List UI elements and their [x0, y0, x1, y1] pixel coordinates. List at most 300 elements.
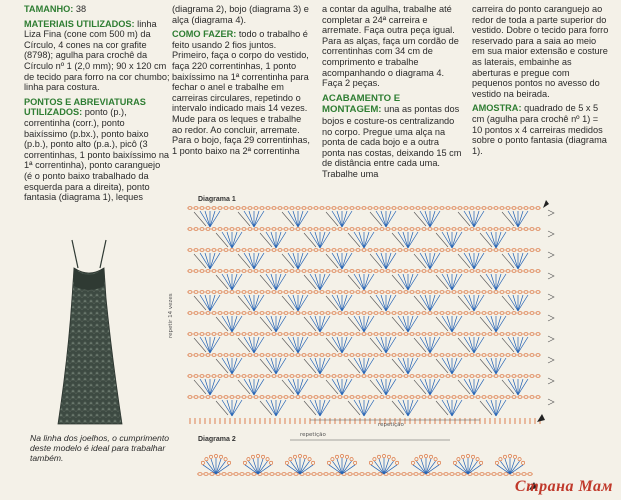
treble-stitch-symbol — [430, 295, 440, 311]
chain-stitch-symbol — [440, 333, 444, 336]
picot-symbol — [293, 455, 296, 458]
treble-stitch-symbol — [249, 253, 254, 269]
chain-stitch-symbol — [464, 354, 468, 357]
chain-arc-symbol — [194, 338, 206, 352]
treble-stitch-symbol — [447, 232, 452, 248]
chain-stitch-symbol — [350, 312, 354, 315]
treble-stitch-symbol — [210, 295, 215, 311]
chain-stitch-symbol — [336, 473, 340, 476]
chain-arc-symbol — [238, 338, 250, 352]
chain-stitch-symbol — [284, 249, 288, 252]
chain-stitch-symbol — [254, 207, 258, 210]
chain-stitch-symbol — [290, 333, 294, 336]
chain-stitch-symbol — [386, 312, 390, 315]
chain-stitch-symbol — [374, 291, 378, 294]
chain-stitch-symbol — [524, 354, 528, 357]
treble-stitch-symbol — [271, 316, 276, 332]
fan-treble-symbol — [337, 459, 342, 474]
treble-stitch-symbol — [452, 400, 457, 416]
chain-stitch-symbol — [212, 249, 216, 252]
chain-stitch-symbol — [464, 375, 468, 378]
chain-stitch-symbol — [332, 249, 336, 252]
materials-text: linha Liza Fina (cone com 500 m) da Círculo, 4 cones na cor grafite (8798); agulha para crochê da Círculo nº 1 (2,0 mm); 90 x 120 cm de tecido para forro na cor chumbo; linha para costura. — [24, 18, 170, 93]
chain-stitch-symbol — [266, 270, 270, 273]
chain-stitch-symbol — [410, 228, 414, 231]
chain-stitch-symbol — [210, 473, 214, 476]
chain-stitch-symbol — [522, 473, 526, 476]
column-3 — [322, 4, 462, 184]
chain-arc-symbol — [436, 317, 448, 331]
chain-stitch-symbol — [392, 249, 396, 252]
treble-stitch-symbol — [342, 337, 352, 353]
chain-stitch-symbol — [194, 354, 198, 357]
chain-stitch-symbol — [200, 354, 204, 357]
fan-treble-symbol — [510, 459, 515, 474]
picot-symbol — [438, 461, 441, 464]
picot-symbol — [285, 461, 288, 464]
chain-arc-symbol — [480, 275, 492, 289]
chain-stitch-symbol — [422, 207, 426, 210]
treble-stitch-symbol — [364, 358, 374, 374]
treble-stitch-symbol — [342, 379, 347, 395]
treble-stitch-symbol — [408, 400, 413, 416]
chain-stitch-symbol — [368, 207, 372, 210]
chain-stitch-symbol — [296, 333, 300, 336]
treble-stitch-symbol — [425, 379, 430, 395]
diagram-2-repeat-label: repetição — [300, 432, 326, 438]
chain-stitch-symbol — [272, 396, 276, 399]
picot-symbol — [312, 461, 315, 464]
chain-stitch-symbol — [224, 312, 228, 315]
chain-arc-symbol — [436, 359, 448, 373]
chain-stitch-symbol — [350, 354, 354, 357]
picot-symbol — [350, 458, 353, 461]
chain-stitch-symbol — [392, 207, 396, 210]
chain-stitch-symbol — [452, 354, 456, 357]
chain-stitch-symbol — [410, 270, 414, 273]
treble-stitch-symbol — [496, 358, 506, 374]
chain-stitch-symbol — [242, 270, 246, 273]
chain-stitch-symbol — [494, 354, 498, 357]
picot-symbol — [513, 455, 516, 458]
chain-stitch-symbol — [224, 354, 228, 357]
chain-stitch-symbol — [242, 375, 246, 378]
chain-stitch-symbol — [416, 291, 420, 294]
chain-stitch-symbol — [488, 312, 492, 315]
chain-stitch-symbol — [218, 249, 222, 252]
fan-treble-symbol — [332, 461, 342, 474]
chain-stitch-symbol — [530, 312, 534, 315]
chain-stitch-symbol — [194, 228, 198, 231]
treble-stitch-symbol — [447, 316, 452, 332]
chain-stitch-symbol — [434, 396, 438, 399]
picot-symbol — [340, 454, 343, 457]
chain-stitch-symbol — [248, 333, 252, 336]
chain-stitch-symbol — [332, 375, 336, 378]
chain-stitch-symbol — [254, 291, 258, 294]
chain-stitch-symbol — [326, 249, 330, 252]
fan-treble-symbol — [505, 459, 510, 474]
chain-stitch-symbol — [320, 375, 324, 378]
picot-symbol — [247, 458, 250, 461]
chain-stitch-symbol — [494, 207, 498, 210]
treble-stitch-symbol — [518, 379, 523, 395]
chain-arc-symbol — [304, 275, 316, 289]
chain-stitch-symbol — [470, 228, 474, 231]
chain-arc-symbol — [282, 380, 294, 394]
chain-stitch-symbol — [276, 473, 280, 476]
treble-stitch-symbol — [276, 274, 286, 290]
chain-stitch-symbol — [314, 396, 318, 399]
chain-stitch-symbol — [260, 396, 264, 399]
chain-stitch-symbol — [536, 291, 540, 294]
chain-stitch-symbol — [296, 228, 300, 231]
fan-treble-symbol — [290, 461, 300, 474]
chain-arc-symbol — [326, 254, 338, 268]
chain-stitch-symbol — [476, 207, 480, 210]
chain-stitch-symbol — [242, 291, 246, 294]
chain-stitch-symbol — [464, 228, 468, 231]
chain-stitch-symbol — [206, 396, 210, 399]
treble-stitch-symbol — [210, 253, 215, 269]
chain-stitch-symbol — [290, 249, 294, 252]
chain-arc-symbol — [370, 212, 382, 226]
picot-symbol — [219, 455, 222, 458]
chain-arc-symbol — [238, 212, 250, 226]
start-arrow-icon — [537, 414, 545, 422]
chain-stitch-symbol — [356, 396, 360, 399]
chain-stitch-symbol — [218, 333, 222, 336]
chain-stitch-symbol — [440, 354, 444, 357]
chain-stitch-symbol — [344, 396, 348, 399]
chain-stitch-symbol — [378, 473, 382, 476]
chain-stitch-symbol — [404, 354, 408, 357]
chain-stitch-symbol — [452, 207, 456, 210]
chain-stitch-symbol — [302, 291, 306, 294]
chain-stitch-symbol — [200, 312, 204, 315]
chain-arc-symbol — [282, 212, 294, 226]
chain-arc-symbol — [480, 233, 492, 247]
chain-stitch-symbol — [482, 333, 486, 336]
treble-stitch-symbol — [320, 316, 325, 332]
chain-stitch-symbol — [260, 312, 264, 315]
chain-stitch-symbol — [368, 396, 372, 399]
chain-stitch-symbol — [422, 249, 426, 252]
chain-stitch-symbol — [302, 333, 306, 336]
chain-stitch-symbol — [224, 396, 228, 399]
chain-stitch-symbol — [512, 291, 516, 294]
chain-stitch-symbol — [260, 249, 264, 252]
chain-stitch-symbol — [302, 270, 306, 273]
picot-symbol — [387, 455, 390, 458]
treble-stitch-symbol — [408, 316, 413, 332]
chain-stitch-symbol — [414, 473, 418, 476]
chain-arc-symbol — [480, 401, 492, 415]
chain-stitch-symbol — [350, 249, 354, 252]
diagram-1-repeat-label: repetição — [378, 422, 404, 428]
chain-stitch-symbol — [332, 333, 336, 336]
treble-stitch-symbol — [249, 295, 254, 311]
chain-stitch-symbol — [404, 375, 408, 378]
chain-stitch-symbol — [380, 249, 384, 252]
diagram-2-chart — [190, 438, 550, 492]
chain-stitch-symbol — [344, 207, 348, 210]
chain-arc-symbol — [238, 296, 250, 310]
treble-stitch-symbol — [298, 337, 303, 353]
chain-arc-symbol — [194, 380, 206, 394]
chain-stitch-symbol — [218, 354, 222, 357]
fan-treble-symbol — [384, 461, 394, 474]
chain-stitch-symbol — [434, 207, 438, 210]
chain-stitch-symbol — [440, 270, 444, 273]
chain-stitch-symbol — [320, 228, 324, 231]
chain-stitch-symbol — [398, 228, 402, 231]
chain-stitch-symbol — [266, 291, 270, 294]
treble-stitch-symbol — [276, 358, 281, 374]
treble-stitch-symbol — [386, 211, 391, 227]
treble-stitch-symbol — [210, 211, 215, 227]
chain-stitch-symbol — [432, 473, 436, 476]
chain-arc-symbol — [502, 380, 514, 394]
chain-stitch-symbol — [446, 375, 450, 378]
treble-stitch-symbol — [276, 358, 286, 374]
treble-stitch-symbol — [210, 211, 220, 227]
chain-stitch-symbol — [428, 207, 432, 210]
chain-stitch-symbol — [314, 207, 318, 210]
treble-stitch-symbol — [452, 316, 457, 332]
chain-stitch-symbol — [404, 270, 408, 273]
chain-stitch-symbol — [344, 291, 348, 294]
picot-symbol — [251, 455, 254, 458]
chain-stitch-symbol — [374, 207, 378, 210]
chain-stitch-symbol — [296, 270, 300, 273]
chain-stitch-symbol — [506, 270, 510, 273]
chain-arc-symbol — [194, 296, 206, 310]
chain-arc-symbol — [304, 359, 316, 373]
chain-stitch-symbol — [416, 354, 420, 357]
chain-stitch-symbol — [368, 291, 372, 294]
chain-stitch-symbol — [266, 396, 270, 399]
chain-stitch-symbol — [386, 375, 390, 378]
chain-stitch-symbol — [260, 228, 264, 231]
chain-stitch-symbol — [188, 270, 192, 273]
chain-stitch-symbol — [272, 249, 276, 252]
treble-stitch-symbol — [518, 211, 528, 227]
chain-stitch-symbol — [420, 473, 424, 476]
chain-stitch-symbol — [536, 333, 540, 336]
chain-stitch-symbol — [350, 207, 354, 210]
chain-stitch-symbol — [230, 312, 234, 315]
treble-stitch-symbol — [342, 253, 347, 269]
chain-stitch-symbol — [428, 354, 432, 357]
treble-stitch-symbol — [227, 274, 232, 290]
treble-stitch-symbol — [254, 379, 259, 395]
treble-stitch-symbol — [298, 295, 308, 311]
chain-stitch-symbol — [212, 312, 216, 315]
chain-stitch-symbol — [218, 228, 222, 231]
treble-stitch-symbol — [364, 400, 374, 416]
chain-stitch-symbol — [356, 333, 360, 336]
chain-arc-symbol — [480, 359, 492, 373]
chain-arc-symbol — [436, 233, 448, 247]
treble-stitch-symbol — [474, 211, 484, 227]
treble-stitch-symbol — [452, 400, 462, 416]
chain-stitch-symbol — [422, 396, 426, 399]
chain-stitch-symbol — [518, 354, 522, 357]
picot-symbol — [457, 458, 460, 461]
chain-stitch-symbol — [338, 312, 342, 315]
chain-stitch-symbol — [236, 291, 240, 294]
fan-treble-symbol — [421, 459, 426, 474]
dress-photo — [40, 238, 140, 428]
chain-arc-symbol — [260, 275, 272, 289]
treble-stitch-symbol — [364, 232, 374, 248]
treble-stitch-symbol — [425, 295, 430, 311]
chain-stitch-symbol — [278, 228, 282, 231]
chain-stitch-symbol — [200, 333, 204, 336]
chain-stitch-symbol — [194, 291, 198, 294]
treble-stitch-symbol — [254, 337, 259, 353]
chain-stitch-symbol — [458, 354, 462, 357]
treble-stitch-symbol — [342, 211, 352, 227]
chain-stitch-symbol — [330, 473, 334, 476]
chain-stitch-symbol — [344, 312, 348, 315]
chain-stitch-symbol — [332, 228, 336, 231]
points-text: ponto (p.), correntinha (corr.), ponto baixíssimo (p.bx.), ponto baixo (p.b.), ponto alto (p.a.), picô (3 correntinhas, 1 ponto baixíssimo na 1ª correntinha), ponto caranguejo (é o ponto baixo trabalhado da esquerda para a direita), ponto fantasia (diagrama 1), leques — [24, 107, 170, 203]
treble-stitch-symbol — [491, 316, 496, 332]
chain-stitch-symbol — [308, 396, 312, 399]
treble-stitch-symbol — [364, 400, 369, 416]
treble-stitch-symbol — [403, 358, 408, 374]
chain-stitch-symbol — [536, 249, 540, 252]
chain-stitch-symbol — [380, 354, 384, 357]
treble-stitch-symbol — [469, 379, 474, 395]
chain-stitch-symbol — [320, 207, 324, 210]
chain-arc-symbol — [216, 317, 228, 331]
chain-stitch-symbol — [470, 207, 474, 210]
diagram-1-side-label: repetir 14 vezes — [168, 293, 174, 338]
chain-stitch-symbol — [444, 473, 448, 476]
chain-stitch-symbol — [360, 473, 364, 476]
chain-stitch-symbol — [486, 473, 490, 476]
treble-stitch-symbol — [232, 358, 242, 374]
treble-stitch-symbol — [452, 232, 457, 248]
chain-stitch-symbol — [506, 312, 510, 315]
fan-treble-symbol — [458, 461, 468, 474]
row-marker-symbol — [548, 294, 554, 300]
chain-stitch-symbol — [188, 291, 192, 294]
chain-stitch-symbol — [284, 312, 288, 315]
chain-stitch-symbol — [392, 270, 396, 273]
chain-stitch-symbol — [482, 375, 486, 378]
chain-stitch-symbol — [236, 249, 240, 252]
chain-stitch-symbol — [212, 333, 216, 336]
chain-stitch-symbol — [530, 354, 534, 357]
chain-stitch-symbol — [368, 333, 372, 336]
chain-stitch-symbol — [452, 312, 456, 315]
chain-stitch-symbol — [332, 270, 336, 273]
chain-stitch-symbol — [410, 396, 414, 399]
chain-stitch-symbol — [392, 291, 396, 294]
chain-stitch-symbol — [248, 312, 252, 315]
chain-stitch-symbol — [476, 396, 480, 399]
row-marker-symbol — [548, 252, 554, 258]
chain-stitch-symbol — [198, 473, 202, 476]
chain-stitch-symbol — [368, 312, 372, 315]
chain-stitch-symbol — [368, 249, 372, 252]
chain-stitch-symbol — [312, 473, 316, 476]
chain-stitch-symbol — [278, 333, 282, 336]
chain-stitch-symbol — [488, 291, 492, 294]
chain-stitch-symbol — [362, 270, 366, 273]
chain-stitch-symbol — [450, 473, 454, 476]
chain-stitch-symbol — [188, 207, 192, 210]
chain-stitch-symbol — [260, 333, 264, 336]
chain-stitch-symbol — [302, 228, 306, 231]
chain-stitch-symbol — [476, 228, 480, 231]
chain-stitch-symbol — [524, 228, 528, 231]
chain-stitch-symbol — [470, 312, 474, 315]
treble-stitch-symbol — [205, 379, 210, 395]
chain-stitch-symbol — [212, 375, 216, 378]
chain-stitch-symbol — [242, 249, 246, 252]
treble-stitch-symbol — [210, 379, 220, 395]
chain-stitch-symbol — [278, 249, 282, 252]
chain-stitch-symbol — [224, 228, 228, 231]
treble-stitch-symbol — [491, 400, 496, 416]
treble-stitch-symbol — [276, 316, 281, 332]
chain-stitch-symbol — [188, 396, 192, 399]
chain-stitch-symbol — [320, 333, 324, 336]
row-marker-symbol — [548, 357, 554, 363]
treble-stitch-symbol — [315, 316, 320, 332]
chain-stitch-symbol — [368, 270, 372, 273]
treble-stitch-symbol — [430, 253, 440, 269]
chain-stitch-symbol — [212, 270, 216, 273]
chain-stitch-symbol — [248, 375, 252, 378]
treble-stitch-symbol — [518, 211, 523, 227]
chain-stitch-symbol — [344, 228, 348, 231]
treble-stitch-symbol — [320, 274, 330, 290]
treble-stitch-symbol — [315, 400, 320, 416]
chain-stitch-symbol — [398, 396, 402, 399]
chain-arc-symbol — [216, 233, 228, 247]
chain-stitch-symbol — [458, 228, 462, 231]
chain-stitch-symbol — [416, 375, 420, 378]
chain-stitch-symbol — [212, 396, 216, 399]
chain-stitch-symbol — [386, 249, 390, 252]
picot-symbol — [335, 455, 338, 458]
chain-stitch-symbol — [200, 375, 204, 378]
chain-stitch-symbol — [476, 354, 480, 357]
chain-stitch-symbol — [476, 312, 480, 315]
chain-stitch-symbol — [356, 228, 360, 231]
chain-arc-symbol — [326, 296, 338, 310]
treble-stitch-symbol — [469, 211, 474, 227]
chain-stitch-symbol — [212, 228, 216, 231]
treble-stitch-symbol — [320, 400, 325, 416]
points-paragraph — [24, 97, 170, 203]
chain-stitch-symbol — [506, 249, 510, 252]
picot-symbol — [461, 455, 464, 458]
chain-stitch-symbol — [308, 228, 312, 231]
treble-stitch-symbol — [403, 274, 408, 290]
picot-symbol — [377, 455, 380, 458]
picot-symbol — [224, 458, 227, 461]
chain-stitch-symbol — [206, 354, 210, 357]
chain-stitch-symbol — [266, 312, 270, 315]
chain-arc-symbol — [348, 359, 360, 373]
